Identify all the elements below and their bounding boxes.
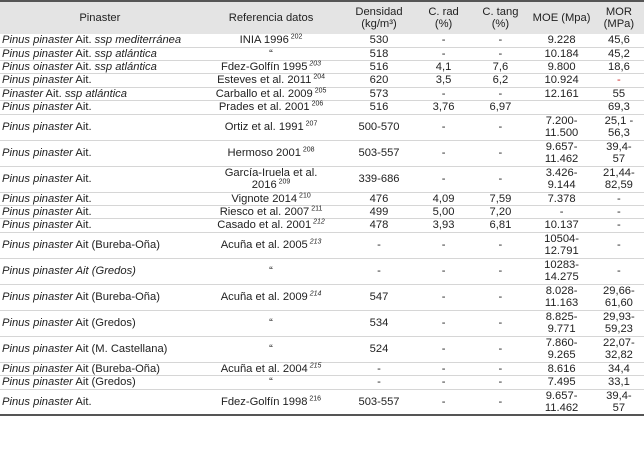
cell-species	[0, 140, 200, 166]
cell-mor: 39,4- 57	[606, 389, 632, 414]
cell-species	[0, 192, 200, 205]
species-name: Pinus pinaster	[2, 362, 73, 375]
table-body	[0, 34, 644, 415]
cell-crad: -	[441, 395, 446, 408]
cell-crad: -	[441, 376, 446, 389]
cell-crad: 3,76	[432, 101, 455, 114]
table-row	[0, 87, 644, 100]
species-name: Pinus oinaster	[2, 60, 73, 73]
species-authority: Ait.	[72, 205, 92, 218]
cell-ctang: -	[498, 47, 503, 60]
cell-ctang: -	[498, 343, 503, 356]
cell-moe: 8.028- 11.163	[544, 284, 579, 310]
header-reference: Referencia datos	[228, 11, 314, 24]
cell-moe: -	[559, 205, 564, 218]
cell-density: 534	[369, 317, 389, 330]
cell-species	[0, 284, 200, 310]
cell-crad: -	[441, 265, 446, 278]
cell-moe: 10504- 12.791	[544, 232, 579, 258]
species-name: Pinus pinaster	[2, 101, 73, 114]
reference-text: Riesco et al. 2007	[219, 205, 310, 218]
species-name: Pinus pinaster	[2, 34, 73, 47]
cell-mor: 45,2	[608, 47, 630, 60]
cell-species	[0, 205, 200, 218]
cell-crad: 3,5	[435, 74, 452, 87]
reference-text: INIA 1996	[239, 34, 289, 47]
reference-note: 210	[297, 191, 311, 199]
reference-year: 2016	[251, 179, 277, 192]
cell-crad: -	[441, 120, 446, 133]
cell-crad: -	[441, 239, 446, 252]
cell-reference	[200, 284, 343, 310]
cell-mor: -	[617, 205, 621, 218]
reference-note: 206	[309, 100, 324, 108]
cell-moe: 7.378	[547, 192, 576, 205]
species-name: Pinus pinaster	[2, 47, 73, 60]
cell-density: 516	[369, 101, 389, 114]
table-row	[0, 101, 644, 114]
cell-ctang: -	[498, 239, 503, 252]
table-row	[0, 389, 644, 415]
species-authority: Ait (M. Castellana)	[72, 343, 168, 356]
cell-species	[0, 389, 200, 415]
reference-text: Fdez-Golfín 1998	[221, 395, 308, 408]
cell-reference	[200, 310, 343, 336]
reference-note: 216	[307, 395, 322, 403]
cell-ctang: -	[498, 291, 503, 304]
cell-density: -	[377, 362, 381, 375]
reference-note: 212	[311, 218, 325, 226]
cell-crad: -	[441, 172, 446, 185]
reference-text: García-Iruela et al.	[224, 166, 318, 179]
cell-mor: 22,07- 32,82	[603, 336, 635, 362]
reference-note: 208	[300, 146, 315, 154]
table-row	[0, 205, 644, 218]
species-authority: Ait.	[72, 101, 92, 114]
reference-text: Carballo et al. 2009	[215, 87, 313, 100]
cell-species	[0, 101, 200, 114]
species-name: Pinus pinaster	[2, 205, 73, 218]
species-authority: Ait.	[72, 192, 92, 205]
reference-note: 204	[311, 73, 326, 81]
cell-density: 500-570	[358, 120, 400, 133]
cell-reference	[200, 336, 343, 362]
species-authority: Ait.	[72, 47, 95, 60]
cell-species	[0, 376, 200, 389]
cell-ctang: 7,20	[489, 205, 512, 218]
cell-ctang: -	[498, 376, 503, 389]
cell-density: 503-557	[358, 395, 400, 408]
cell-crad: 3,93	[432, 219, 455, 232]
reference-note: 213	[307, 238, 322, 246]
table-row	[0, 336, 644, 362]
cell-species	[0, 258, 200, 284]
reference-text: “	[269, 343, 273, 356]
species-name: Pinus pinaster	[2, 265, 73, 278]
cell-mor: -	[617, 74, 621, 87]
cell-density: 503-557	[358, 146, 400, 159]
species-authority: Ait (Gredos)	[72, 317, 136, 330]
cell-crad: 5,00	[432, 205, 455, 218]
reference-text: Ortiz et al. 1991	[224, 120, 304, 133]
cell-mor: -	[617, 219, 621, 232]
cell-species	[0, 362, 200, 375]
cell-crad: 4,09	[432, 192, 455, 205]
cell-reference	[200, 232, 343, 258]
species-name: Pinus pinaster	[2, 239, 73, 252]
cell-mor: -	[617, 192, 621, 205]
species-authority: Ait (Gredos)	[72, 376, 136, 389]
table-row	[0, 60, 644, 73]
cell-density: -	[377, 376, 381, 389]
table-row	[0, 232, 644, 258]
cell-moe: 8.825- 9.771	[545, 310, 578, 336]
reference-note: 205	[312, 86, 327, 94]
cell-reference	[200, 140, 343, 166]
species-authority: Ait.	[72, 219, 92, 232]
reference-text: Casado et al. 2001	[217, 219, 312, 232]
table-row	[0, 34, 644, 47]
table-row	[0, 310, 644, 336]
cell-reference	[200, 60, 343, 73]
cell-moe	[529, 101, 593, 114]
cell-ctang: -	[498, 34, 503, 47]
species-authority: Ait.	[72, 395, 92, 408]
cell-species	[0, 232, 200, 258]
header-species: Pinaster	[79, 11, 121, 24]
species-name: Pinus pinaster	[2, 317, 73, 330]
cell-reference	[200, 362, 343, 375]
cell-moe: 7.200- 11.500	[544, 114, 579, 140]
cell-species	[0, 87, 200, 100]
cell-moe: 9.228	[547, 34, 576, 47]
species-subspecies: ssp atlántica	[94, 47, 157, 60]
cell-reference	[200, 376, 343, 389]
cell-moe: 7.860- 9.265	[545, 336, 578, 362]
table-row	[0, 74, 644, 87]
cell-density: -	[377, 239, 381, 252]
header-mor: MOR (MPa)	[603, 5, 635, 30]
cell-ctang: 7,59	[489, 192, 512, 205]
header-density: Densidad (kg/m³)	[355, 5, 403, 30]
species-subspecies: ssp mediterránea	[94, 34, 182, 47]
cell-density: 516	[369, 60, 389, 73]
cell-ctang: 6,97	[489, 101, 512, 114]
reference-text: “	[269, 376, 273, 389]
species-name: Pinus pinaster	[2, 343, 73, 356]
species-name: Pinus pinaster	[2, 376, 73, 389]
species-authority: Ait.	[72, 146, 92, 159]
header-crad: C. rad (%)	[428, 5, 459, 30]
cell-mor: 29,93- 59,23	[603, 310, 635, 336]
cell-moe: 10.184	[544, 47, 579, 60]
cell-crad: -	[441, 362, 446, 375]
cell-moe: 8.616	[547, 362, 576, 375]
cell-density: 620	[369, 74, 389, 87]
cell-moe: 12.161	[544, 87, 579, 100]
reference-text: Acuña et al. 2004	[220, 362, 308, 375]
cell-moe: 3.426- 9.144	[545, 166, 578, 192]
cell-ctang: -	[498, 265, 503, 278]
species-authority: Ait.	[72, 120, 92, 133]
cell-crad: -	[441, 34, 446, 47]
header-ctang: C. tang (%)	[482, 5, 519, 30]
species-authority: Ait.	[72, 172, 92, 185]
cell-ctang: -	[498, 87, 503, 100]
reference-note: 203	[307, 60, 322, 68]
table-row	[0, 284, 644, 310]
cell-mor: 21,44- 82,59	[603, 166, 635, 192]
species-name: Pinus pinaster	[2, 74, 73, 87]
cell-moe: 9.657- 11.462	[544, 140, 579, 166]
cell-moe: 10.137	[544, 219, 579, 232]
cell-moe: 10283- 14.275	[544, 258, 579, 284]
reference-text: “	[269, 47, 273, 60]
cell-ctang: -	[498, 120, 503, 133]
cell-species	[0, 219, 200, 232]
cell-reference	[200, 114, 343, 140]
cell-reference	[200, 101, 343, 114]
species-name: Pinaster	[2, 87, 44, 100]
reference-note: 202	[288, 33, 303, 41]
cell-crad: -	[441, 146, 446, 159]
cell-ctang: -	[498, 395, 503, 408]
reference-text: Hermoso 2001	[227, 146, 301, 159]
species-name: Pinus pinaster	[2, 395, 73, 408]
reference-text: Fdez-Golfín 1995	[221, 60, 308, 73]
cell-crad: -	[441, 47, 446, 60]
reference-note: 214	[307, 290, 322, 298]
cell-mor: 33,1	[608, 376, 630, 389]
cell-ctang: 6,81	[489, 219, 512, 232]
cell-ctang: -	[498, 362, 503, 375]
cell-species	[0, 310, 200, 336]
cell-reference	[200, 192, 343, 205]
species-authority: Ait.	[43, 87, 65, 100]
cell-reference	[200, 74, 343, 87]
species-authority: Ait (Bureba-Oña)	[72, 362, 160, 375]
cell-reference	[200, 219, 343, 232]
cell-mor: -	[617, 265, 621, 278]
species-subspecies: ssp atlántica	[94, 60, 157, 73]
cell-density: 573	[369, 87, 389, 100]
table-row	[0, 192, 644, 205]
cell-mor: 45,6	[608, 34, 630, 47]
cell-moe: 10.924	[544, 74, 579, 87]
table-row	[0, 219, 644, 232]
cell-mor: -	[617, 239, 621, 252]
cell-density: 339-686	[358, 172, 400, 185]
reference-text: “	[269, 265, 273, 278]
species-name: Pinus pinaster	[2, 120, 73, 133]
cell-mor: 34,4	[608, 362, 630, 375]
cell-density: 478	[369, 219, 389, 232]
reference-text: “	[269, 317, 273, 330]
cell-crad: -	[441, 343, 446, 356]
cell-reference	[200, 258, 343, 284]
cell-ctang: -	[498, 172, 503, 185]
reference-text: Vignote 2014	[231, 192, 298, 205]
cell-species	[0, 34, 200, 47]
cell-density: 518	[369, 47, 389, 60]
species-authority: Ait.	[72, 60, 95, 73]
cell-species	[0, 60, 200, 73]
species-authority: Ait.	[72, 74, 92, 87]
table-row	[0, 114, 644, 140]
table-row	[0, 258, 644, 284]
reference-text: Acuña et al. 2009	[220, 291, 308, 304]
cell-species	[0, 47, 200, 60]
cell-species	[0, 336, 200, 362]
reference-note: 207	[303, 120, 318, 128]
species-name: Pinus pinaster	[2, 192, 73, 205]
header-row	[0, 1, 644, 34]
species-authority: Ait (Bureba-Oña)	[72, 239, 160, 252]
cell-crad: -	[441, 317, 446, 330]
reference-note: 215	[307, 362, 322, 370]
cell-density: 524	[369, 343, 389, 356]
cell-mor: 29,66- 61,60	[603, 284, 635, 310]
header-moe: MOE (Mpa)	[532, 11, 591, 24]
cell-moe: 9.657- 11.462	[544, 389, 579, 414]
cell-crad: -	[441, 87, 446, 100]
cell-reference	[200, 389, 343, 415]
table-row	[0, 376, 644, 389]
cell-crad: -	[441, 291, 446, 304]
cell-crad: 4,1	[435, 60, 452, 73]
cell-ctang: -	[498, 146, 503, 159]
reference-text: Acuña et al. 2005	[220, 239, 308, 252]
cell-ctang: -	[498, 317, 503, 330]
cell-reference	[200, 166, 343, 192]
cell-reference	[200, 47, 343, 60]
table-row	[0, 166, 644, 192]
species-authority: Ait (Bureba-Oña)	[72, 291, 160, 304]
cell-ctang: 6,2	[492, 74, 509, 87]
cell-mor: 55	[612, 87, 626, 100]
cell-mor: 69,3	[608, 101, 630, 114]
cell-species	[0, 166, 200, 192]
cell-reference	[200, 34, 343, 47]
species-subspecies: ssp atlántica	[64, 87, 127, 100]
cell-density: 476	[369, 192, 389, 205]
cell-mor: 25,1 - 56,3	[604, 114, 634, 140]
reference-text: Prades et al. 2001	[218, 101, 310, 114]
species-name: Pinus pinaster	[2, 291, 73, 304]
cell-density: 499	[369, 205, 389, 218]
cell-density: -	[377, 265, 381, 278]
cell-moe: 7.495	[547, 376, 576, 389]
cell-moe: 9.800	[547, 60, 576, 73]
cell-species	[0, 74, 200, 87]
species-name: Pinus pinaster	[2, 172, 73, 185]
cell-species	[0, 114, 200, 140]
reference-note: 209	[276, 178, 291, 186]
reference-note: 211	[309, 205, 323, 213]
cell-reference	[200, 205, 343, 218]
species-name: Pinus pinaster	[2, 146, 73, 159]
cell-mor: 18,6	[608, 60, 630, 73]
cell-ctang: 7,6	[492, 60, 509, 73]
cell-density: 547	[369, 291, 389, 304]
cell-reference	[200, 87, 343, 100]
species-authority: Ait.	[72, 34, 95, 47]
table-row	[0, 140, 644, 166]
species-name: Pinus pinaster	[2, 219, 73, 232]
cell-density: 530	[369, 34, 389, 47]
species-subspecies: Ait (Gredos)	[72, 265, 136, 278]
table-row	[0, 362, 644, 375]
cell-mor: 39,4- 57	[606, 140, 632, 166]
reference-text: Esteves et al. 2011	[217, 74, 312, 87]
table-row	[0, 47, 644, 60]
